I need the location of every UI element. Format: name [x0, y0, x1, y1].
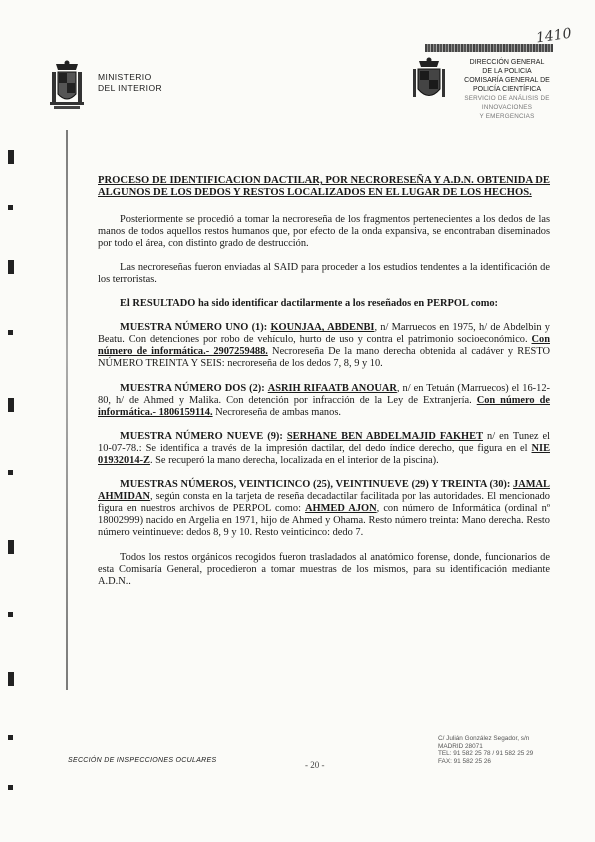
sample-9-nie: NIE 01932014-Z [98, 442, 550, 466]
footer-section-label: SECCIÓN DE INSPECCIONES OCULARES [68, 757, 217, 764]
handwritten-folio-number: 1410 [535, 25, 573, 47]
sample-9-text: n/ en Tunez el 10-07-78.: Se identifica a través de la impresión dactilar, del dedo índice derecho, que figura en el [98, 430, 550, 454]
dept-line-6: INNOVACIONES [481, 104, 533, 111]
sample-1-text: , n/ Marruecos en 1975, h/ de Abdelbin y Beatu. Con detenciones por robo de vehículo, hurto de uso y contra el patrimonio socioeconómico. [98, 322, 550, 346]
dept-line-4: POLICÍA CIENTÍFICA [472, 86, 542, 93]
scan-edge-mark [8, 612, 13, 617]
footer-address-line-2: MADRID 28071 [438, 742, 483, 750]
sample-2-text-2: Necroreseña de ambas manos. [212, 406, 341, 418]
sample-1 [98, 322, 550, 370]
sample-9-name: SERHANE BEN ABDELMAJID FAKHET [286, 430, 483, 442]
document-title: PROCESO DE IDENTIFICACION DACTILAR, POR NECRORESEÑA Y A.D.N. OBTENIDA DE ALGUNOS DE LOS DEDOS Y RESTOS LOCALIZADOS EN EL LUGAR DE LOS HECHOS. [98, 175, 550, 199]
sample-2 [98, 383, 550, 419]
sample-2-name: ASRIH RIFAATB ANOUAR [267, 382, 397, 394]
paragraph-necroresena: Posteriormente se procedió a tomar la necroreseña de los fragmentos pertenecientes a los dedos de las manos de todos aquellos restos humanos que, por efecto de la onda expansiva, se encontraban diseminados por todo el área, con distinto grado de destrucción. [98, 213, 550, 249]
footer-address-line-1: C/ Julián González Segador, s/n [438, 735, 530, 742]
sample-25-text-2: , con número de Informática (ordinal nº 18002999) nacido en Argelia en 1971, hijo de Ahmed y Ohama. Resto número treinta: Mano derecha. Resto número veintinueve: dedos 8, 9 y 10. Resto veinticinco: dedo 7. [98, 503, 551, 539]
sample-9-label: MUESTRA NÚMERO NUEVE (9): [120, 430, 283, 442]
police-crest-icon [412, 56, 446, 108]
sample-2-label: MUESTRA NÚMERO DOS (2): [120, 382, 265, 394]
dept-line-7: Y EMERGENCIAS [479, 113, 535, 120]
ministry-label [98, 72, 162, 94]
police-department-label [452, 58, 562, 121]
scan-edge-mark [8, 330, 13, 335]
sample-9 [98, 431, 550, 467]
sample-1-label: MUESTRA NÚMERO UNO (1): [120, 322, 268, 334]
sample-25-29-30 [98, 479, 550, 539]
scan-edge-mark [8, 150, 14, 164]
page-number: - 20 - [305, 760, 325, 770]
sample-1-informatica: Con número de informática.- 2907259488. [98, 334, 550, 358]
dept-line-5: SERVICIO DE ANÁLISIS DE [464, 95, 550, 102]
document-body [98, 175, 550, 600]
dept-line-3: COMISARÍA GENERAL DE [464, 77, 550, 84]
scan-edge-mark [8, 205, 13, 210]
sample-2-text: , n/ en Tetuán (Marruecos) el 16-12-80, h/ de Ahmed y Malika. Con detención por infracción de la Ley de Extranjería. [98, 382, 550, 406]
spanish-coat-of-arms-icon [50, 60, 84, 112]
scan-edge-mark [8, 785, 13, 790]
footer-address-line-4: FAX: 91 582 25 26 [438, 757, 491, 765]
sample-1-name: KOUNJAA, ABDENBI [270, 322, 375, 334]
scan-edge-mark [8, 735, 13, 740]
sample-1-text-2: Necroreseña De la mano derecha obtenida al cadáver y RESTO NÚMERO TREINTA Y SEIS: necroreseña de los dedos 7, 8, 9 y 10. [98, 346, 550, 370]
sample-9-text-2: . Se recuperó la mano derecha, localizada en el interior de la piscina). [149, 455, 439, 466]
scan-edge-mark [8, 540, 14, 554]
sample-2-informatica: Con número de informática.- 1806159114. [98, 394, 550, 418]
dept-line-1: DIRECCIÓN GENERAL [469, 59, 545, 66]
scan-stamp-bar [425, 44, 553, 52]
sample-25-label: MUESTRAS NÚMEROS, VEINTICINCO (25), VEINTINUEVE (29) Y TREINTA (30): [120, 479, 511, 491]
sample-25-name: JAMAL AHMIDAN [98, 479, 550, 503]
sample-25-alias: AHMED AJON [305, 503, 377, 515]
scan-edge-mark [8, 260, 14, 274]
footer-address [438, 735, 533, 765]
footer-address-line-3: TEL: 91 582 25 78 / 91 582 25 29 [438, 750, 534, 758]
resultado-label: El RESULTADO [120, 298, 196, 310]
scan-margin-line [66, 130, 68, 690]
scan-edge-mark [8, 672, 14, 686]
paragraph-final: Todos los restos orgánicos recogidos fueron trasladados al anatómico forense, donde, funcionarios de esta Comisaría General, procedieron a tomar muestras de los mismos, para su identificación mediante A.D.N.. [98, 551, 550, 587]
paragraph-said: Las necroreseñas fueron enviadas al SAID para proceder a los estudios tendentes a la identificación de los terroristas. [98, 261, 550, 285]
scan-edge-mark [8, 470, 13, 475]
scan-edge-mark [8, 398, 14, 412]
ministry-line-2: DEL INTERIOR [98, 83, 162, 93]
dept-line-2: DE LA POLICIA [482, 68, 532, 75]
sample-25-text: , según consta en la tarjeta de reseña decadactilar facilitada por las autoridades. El mencionado figura en nuestros archivos de PERPOL como: [98, 491, 550, 515]
resultado-text: ha sido identificar dactilarmente a los reseñados en PERPOL como: [195, 298, 499, 310]
ministry-line-1: MINISTERIO [98, 72, 152, 82]
paragraph-resultado [98, 298, 550, 310]
